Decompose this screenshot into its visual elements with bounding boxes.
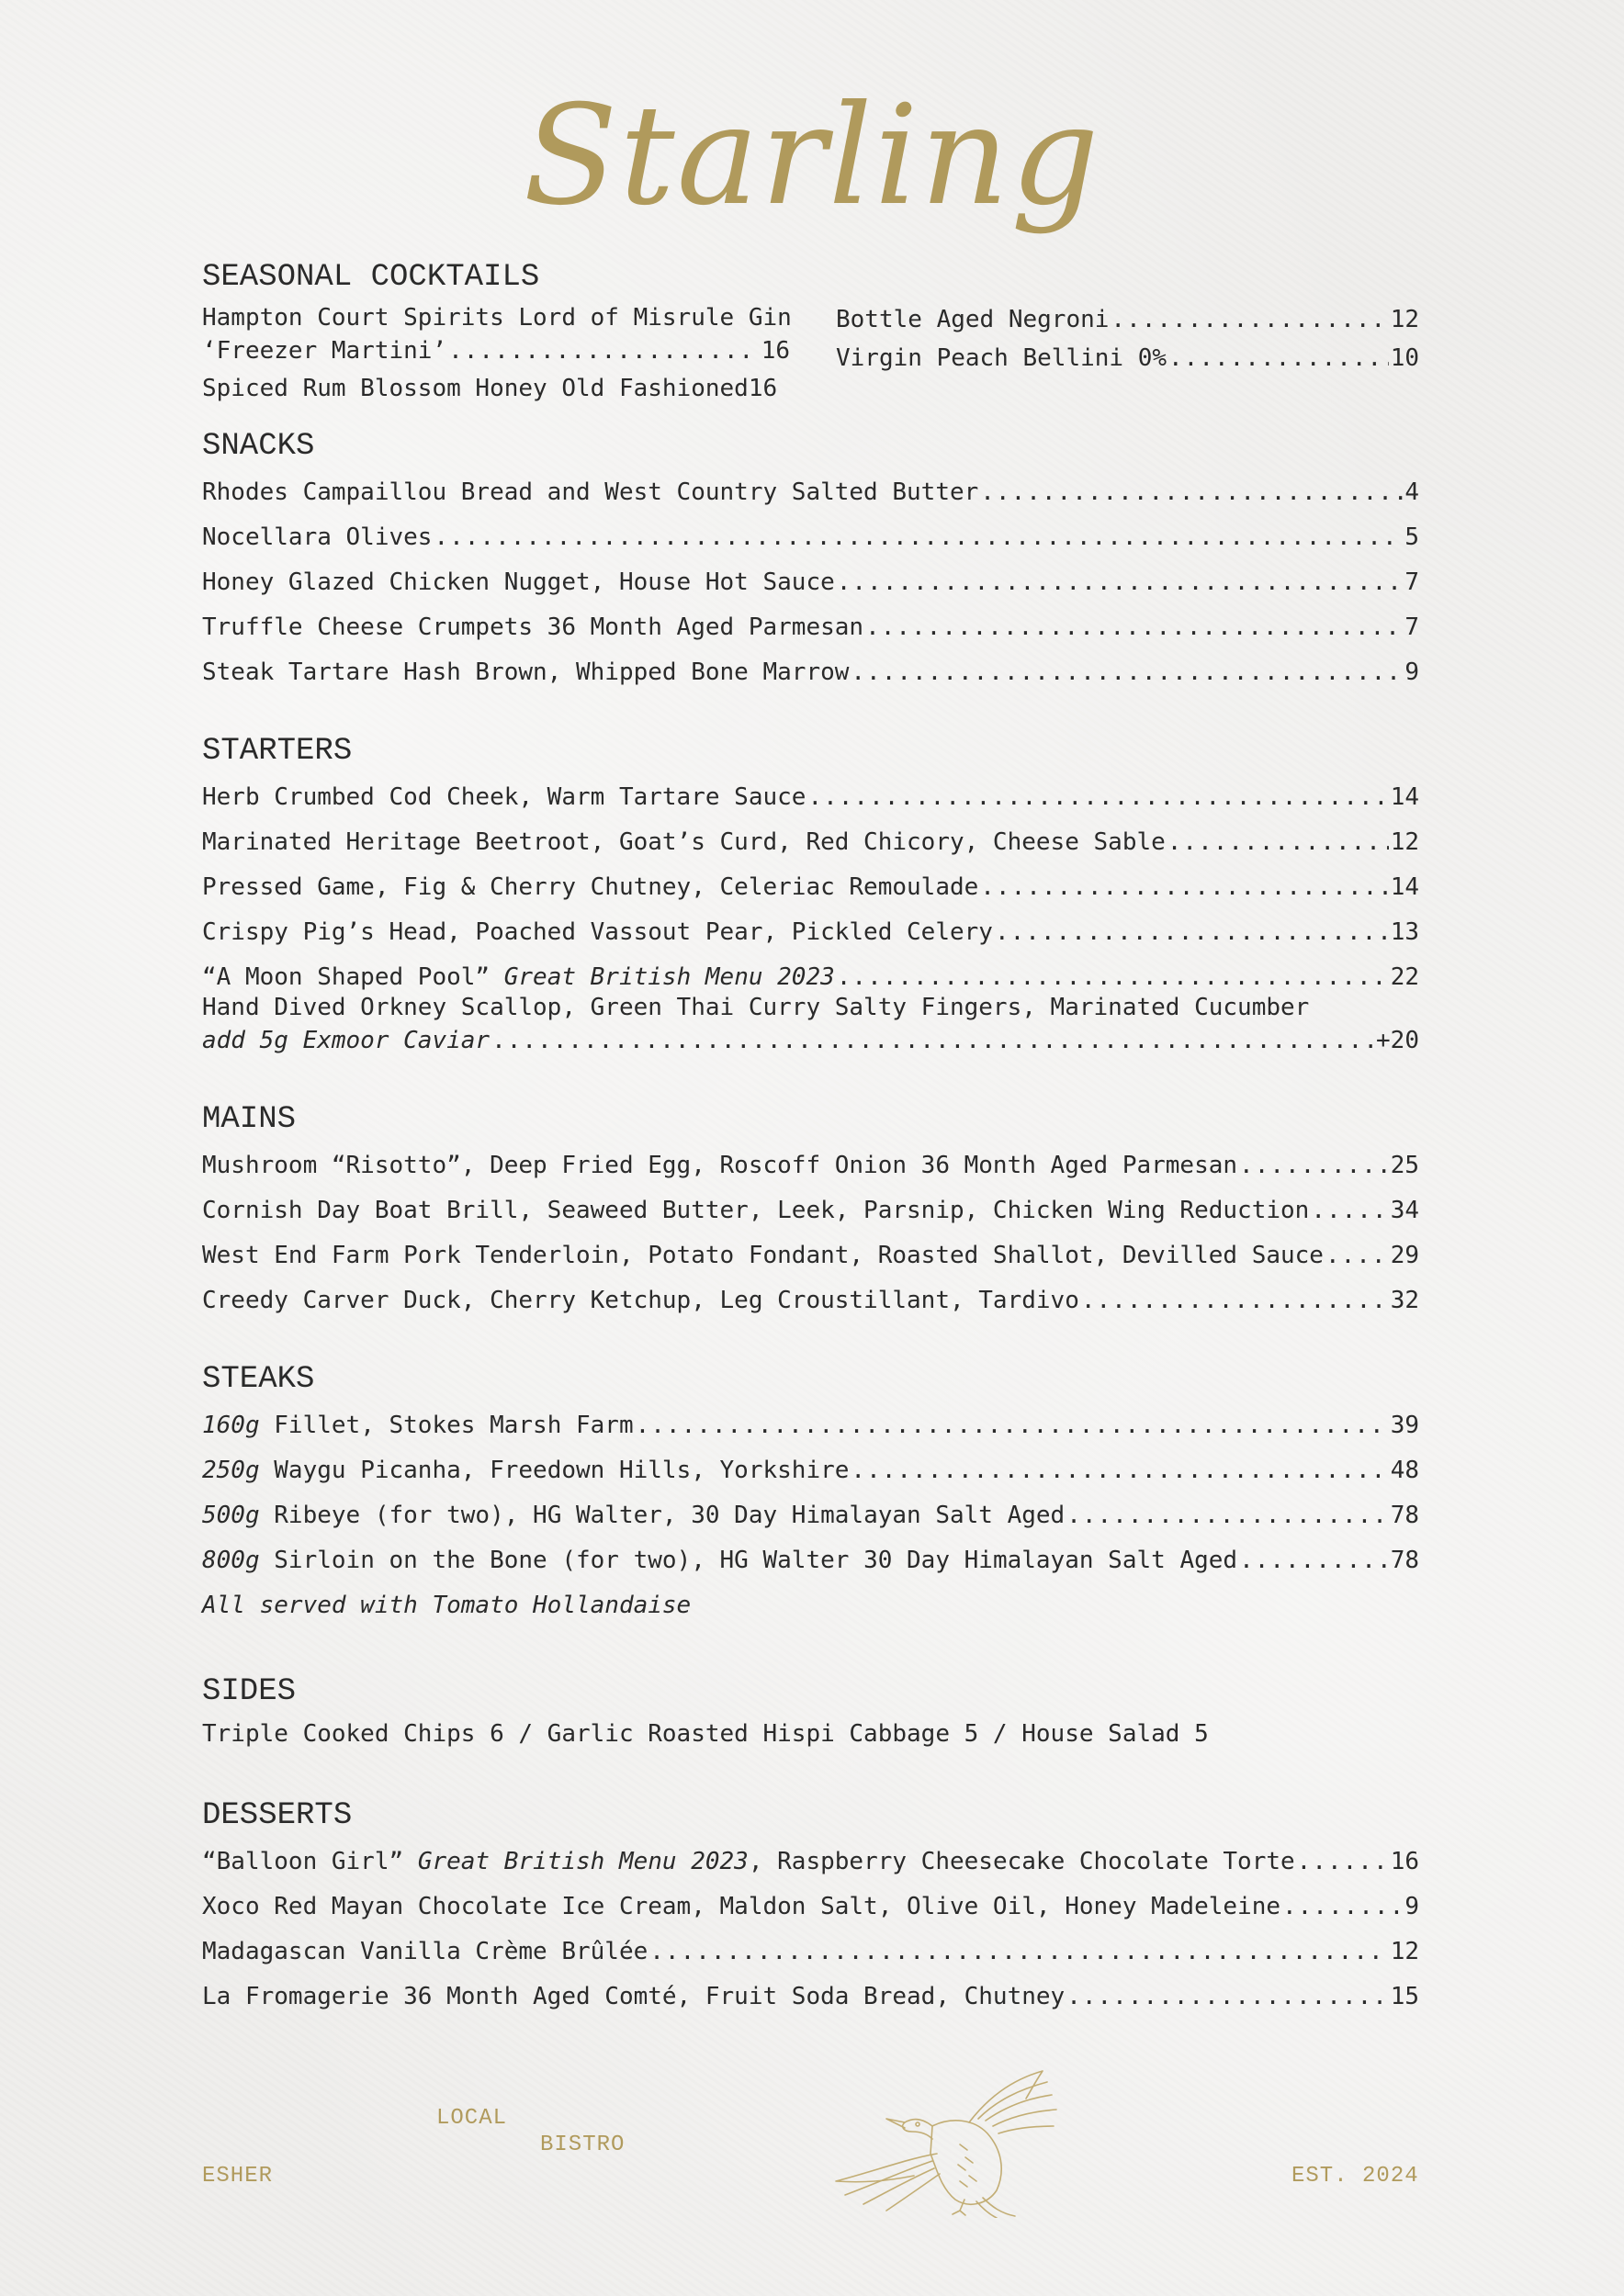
menu-item — [202, 910, 1419, 955]
steak-weight: 250g — [202, 1457, 260, 1484]
steak-cut: Sirloin on the Bone (for two), HG Walter 30 Day Himalayan Salt Aged — [259, 1547, 1238, 1574]
steak-weight: 800g — [202, 1547, 260, 1574]
footer-local: LOCAL — [436, 2106, 508, 2131]
menu-item-price: 16 — [1390, 1848, 1419, 1875]
menu-item-name: Madagascan Vanilla Crème Brûlée — [202, 1938, 648, 1965]
menu-item — [202, 1493, 1419, 1538]
menu-item-name: Virgin Peach Bellini 0% — [836, 344, 1167, 372]
menu-item-price: 7 — [1404, 568, 1419, 596]
menu-item-name — [202, 1538, 1237, 1583]
menu-item-special — [202, 1840, 1419, 1885]
section-sides — [202, 1673, 1419, 1752]
leader-dots — [1066, 1975, 1388, 2020]
menu-item — [202, 1448, 1419, 1493]
leader-dots — [1167, 820, 1389, 865]
leader-dots — [980, 470, 1403, 515]
menu-item — [202, 334, 790, 367]
menu-item-price: 34 — [1390, 1197, 1419, 1224]
menu-item — [202, 470, 1419, 515]
menu-item-name: Marinated Heritage Beetroot, Goat’s Curd, Red Chicory, Cheese Sable — [202, 828, 1166, 856]
menu-item-name: Steak Tartare Hash Brown, Whipped Bone Marrow — [202, 658, 850, 686]
menu-item — [202, 775, 1419, 820]
steak-cut: Waygu Picanha, Freedown Hills, Yorkshire — [259, 1457, 850, 1484]
menu-item — [202, 820, 1419, 865]
section-title: SIDES — [202, 1674, 297, 1709]
menu-item-price: 15 — [1390, 1983, 1419, 2010]
starling-bird-icon — [822, 2062, 1079, 2218]
steak-weight: 160g — [202, 1412, 260, 1439]
menu-item-price: 9 — [1404, 658, 1419, 686]
menu-item-name: Honey Glazed Chicken Nugget, House Hot Sauce — [202, 568, 835, 596]
special-name-rest: , Raspberry Cheesecake Chocolate Torte — [748, 1848, 1295, 1875]
menu-item — [202, 1930, 1419, 1975]
section-title: SNACKS — [202, 429, 315, 464]
menu-item — [202, 1538, 1419, 1583]
menu-item-price: 14 — [1390, 873, 1419, 901]
leader-dots — [1081, 1278, 1389, 1323]
leader-dots — [1311, 1188, 1388, 1233]
leader-dots — [448, 334, 760, 367]
section-starters — [202, 733, 1419, 1057]
cocktails-right-column — [836, 301, 1419, 410]
addon-name: add 5g Exmoor Caviar — [202, 1027, 491, 1054]
section-cocktails — [202, 259, 1419, 410]
section-mains — [202, 1101, 1419, 1323]
award-note: Great British Menu 2023 — [503, 963, 835, 991]
menu-item-name: Pressed Game, Fig & Cherry Chutney, Celeriac Remoulade — [202, 873, 979, 901]
menu-item — [202, 1233, 1419, 1278]
menu-item-name: West End Farm Pork Tenderloin, Potato Fondant, Roasted Shallot, Devilled Sauce — [202, 1242, 1324, 1269]
menu-item-price: 10 — [1390, 344, 1419, 372]
steak-cut: Fillet, Stokes Marsh Farm — [259, 1412, 634, 1439]
award-note: Great British Menu 2023 — [417, 1848, 749, 1875]
menu-item — [202, 560, 1419, 605]
menu-item-name: Cornish Day Boat Brill, Seaweed Butter, Leek, Parsnip, Chicken Wing Reduction — [202, 1197, 1310, 1224]
leader-dots — [434, 515, 1403, 560]
leader-dots — [1111, 301, 1388, 338]
leader-dots — [837, 560, 1404, 605]
special-name: “Balloon Girl” — [202, 1848, 418, 1875]
menu-item-name: Nocellara Olives — [202, 523, 433, 551]
menu-item-price: 78 — [1390, 1547, 1419, 1574]
leader-dots — [851, 650, 1403, 695]
leader-dots — [1325, 1233, 1389, 1278]
section-snacks — [202, 428, 1419, 695]
cocktails-left-column — [202, 301, 808, 410]
leader-dots — [851, 1448, 1388, 1493]
leader-dots — [865, 605, 1403, 650]
leader-dots — [1297, 1840, 1389, 1885]
menu-item-price: 22 — [1390, 963, 1419, 991]
menu-item-name: Spiced Rum Blossom Honey Old Fashioned — [202, 375, 749, 402]
section-desserts — [202, 1797, 1419, 2020]
leader-dots — [1168, 338, 1389, 378]
menu-item-name: Herb Crumbed Cod Cheek, Warm Tartare Sauce — [202, 783, 806, 811]
menu-item-name: Mushroom “Risotto”, Deep Fried Egg, Roscoff Onion 36 Month Aged Parmesan — [202, 1152, 1238, 1179]
menu-item-price: 12 — [1390, 828, 1419, 856]
leader-dots — [807, 775, 1388, 820]
menu-item-price: 14 — [1390, 783, 1419, 811]
menu-item-price: 13 — [1390, 918, 1419, 946]
menu-item-name: Crispy Pig’s Head, Poached Vassout Pear, Pickled Celery — [202, 918, 993, 946]
menu-item-addon — [202, 1024, 1419, 1057]
section-title: DESSERTS — [202, 1798, 353, 1833]
addon-price: +20 — [1376, 1027, 1419, 1054]
menu-item — [202, 1403, 1419, 1448]
menu-item-price: 29 — [1390, 1242, 1419, 1269]
leader-dots — [1239, 1143, 1389, 1188]
menu-item — [202, 1143, 1419, 1188]
menu-item — [202, 1975, 1419, 2020]
leader-dots — [649, 1930, 1388, 1975]
leader-dots — [1239, 1538, 1389, 1583]
menu-item — [202, 605, 1419, 650]
menu-item-name: La Fromagerie 36 Month Aged Comté, Fruit Soda Bread, Chutney — [202, 1983, 1066, 2010]
special-name: “A Moon Shaped Pool” — [202, 963, 504, 991]
menu-item-name: Xoco Red Mayan Chocolate Ice Cream, Maldon Salt, Olive Oil, Honey Madeleine — [202, 1893, 1280, 1920]
menu-item-price: 7 — [1404, 613, 1419, 641]
menu-item-price: 32 — [1390, 1287, 1419, 1314]
steak-cut: Ribeye (for two), HG Walter, 30 Day Himalayan Salt Aged — [259, 1502, 1066, 1529]
leader-dots — [980, 865, 1388, 910]
menu-item-price: 16 — [761, 337, 790, 365]
leader-dots — [1066, 1493, 1388, 1538]
menu-item — [202, 515, 1419, 560]
menu-item-name: Creedy Carver Duck, Cherry Ketchup, Leg Croustillant, Tardivo — [202, 1287, 1079, 1314]
menu-item — [202, 865, 1419, 910]
menu-item-price: 16 — [748, 375, 778, 402]
menu-item — [836, 301, 1419, 338]
menu-item-name: Hampton Court Spirits Lord of Misrule Gin — [202, 304, 792, 332]
menu-item-price: 12 — [1390, 306, 1419, 333]
leader-dots — [1282, 1885, 1403, 1930]
footer-location: ESHER — [202, 2164, 274, 2189]
menu-item — [202, 1885, 1419, 1930]
menu-item — [202, 1188, 1419, 1233]
menu-item-price: 78 — [1390, 1502, 1419, 1529]
leader-dots — [995, 910, 1389, 955]
menu-item-name — [202, 1448, 849, 1493]
menu-item — [836, 338, 1419, 378]
brand-title: Starling — [523, 76, 1101, 236]
menu-item-name: Truffle Cheese Crumpets 36 Month Aged Parmesan — [202, 613, 864, 641]
footer-established: EST. 2024 — [1291, 2164, 1419, 2189]
menu-item-price: 12 — [1390, 1938, 1419, 1965]
section-title: MAINS — [202, 1102, 297, 1137]
menu-item-price: 25 — [1390, 1152, 1419, 1179]
menu-item-price: 5 — [1404, 523, 1419, 551]
special-description: Hand Dived Orkney Scallop, Green Thai Curry Salty Fingers, Marinated Cucumber — [202, 994, 1310, 1021]
section-title: SEASONAL COCKTAILS — [202, 260, 540, 295]
menu-item-price: 4 — [1404, 478, 1419, 506]
menu-item — [202, 650, 1419, 695]
sides-list: Triple Cooked Chips 6 / Garlic Roasted Hispi Cabbage 5 / House Salad 5 — [202, 1720, 1209, 1748]
menu-item — [202, 1278, 1419, 1323]
menu-item-name — [202, 1493, 1065, 1538]
menu-item-name: Rhodes Campaillou Bread and West Country Salted Butter — [202, 478, 979, 506]
menu-item-name — [202, 1403, 634, 1448]
leader-dots — [636, 1403, 1389, 1448]
section-title: STARTERS — [202, 734, 353, 769]
menu-item-price: 9 — [1404, 1893, 1419, 1920]
steak-weight: 500g — [202, 1502, 260, 1529]
menu-item-name — [202, 1840, 1295, 1885]
menu-item-name: ‘Freezer Martini’ — [202, 337, 447, 365]
menu-item-name: Bottle Aged Negroni — [836, 306, 1110, 333]
section-title: STEAKS — [202, 1362, 315, 1397]
leader-dots — [491, 1024, 1374, 1057]
steaks-note: All served with Tomato Hollandaise — [202, 1592, 692, 1619]
menu-item-price: 48 — [1390, 1457, 1419, 1484]
menu-item-price: 39 — [1390, 1412, 1419, 1439]
menu-item — [202, 367, 808, 410]
section-steaks — [202, 1361, 1419, 1628]
footer-bistro: BISTRO — [540, 2133, 626, 2157]
